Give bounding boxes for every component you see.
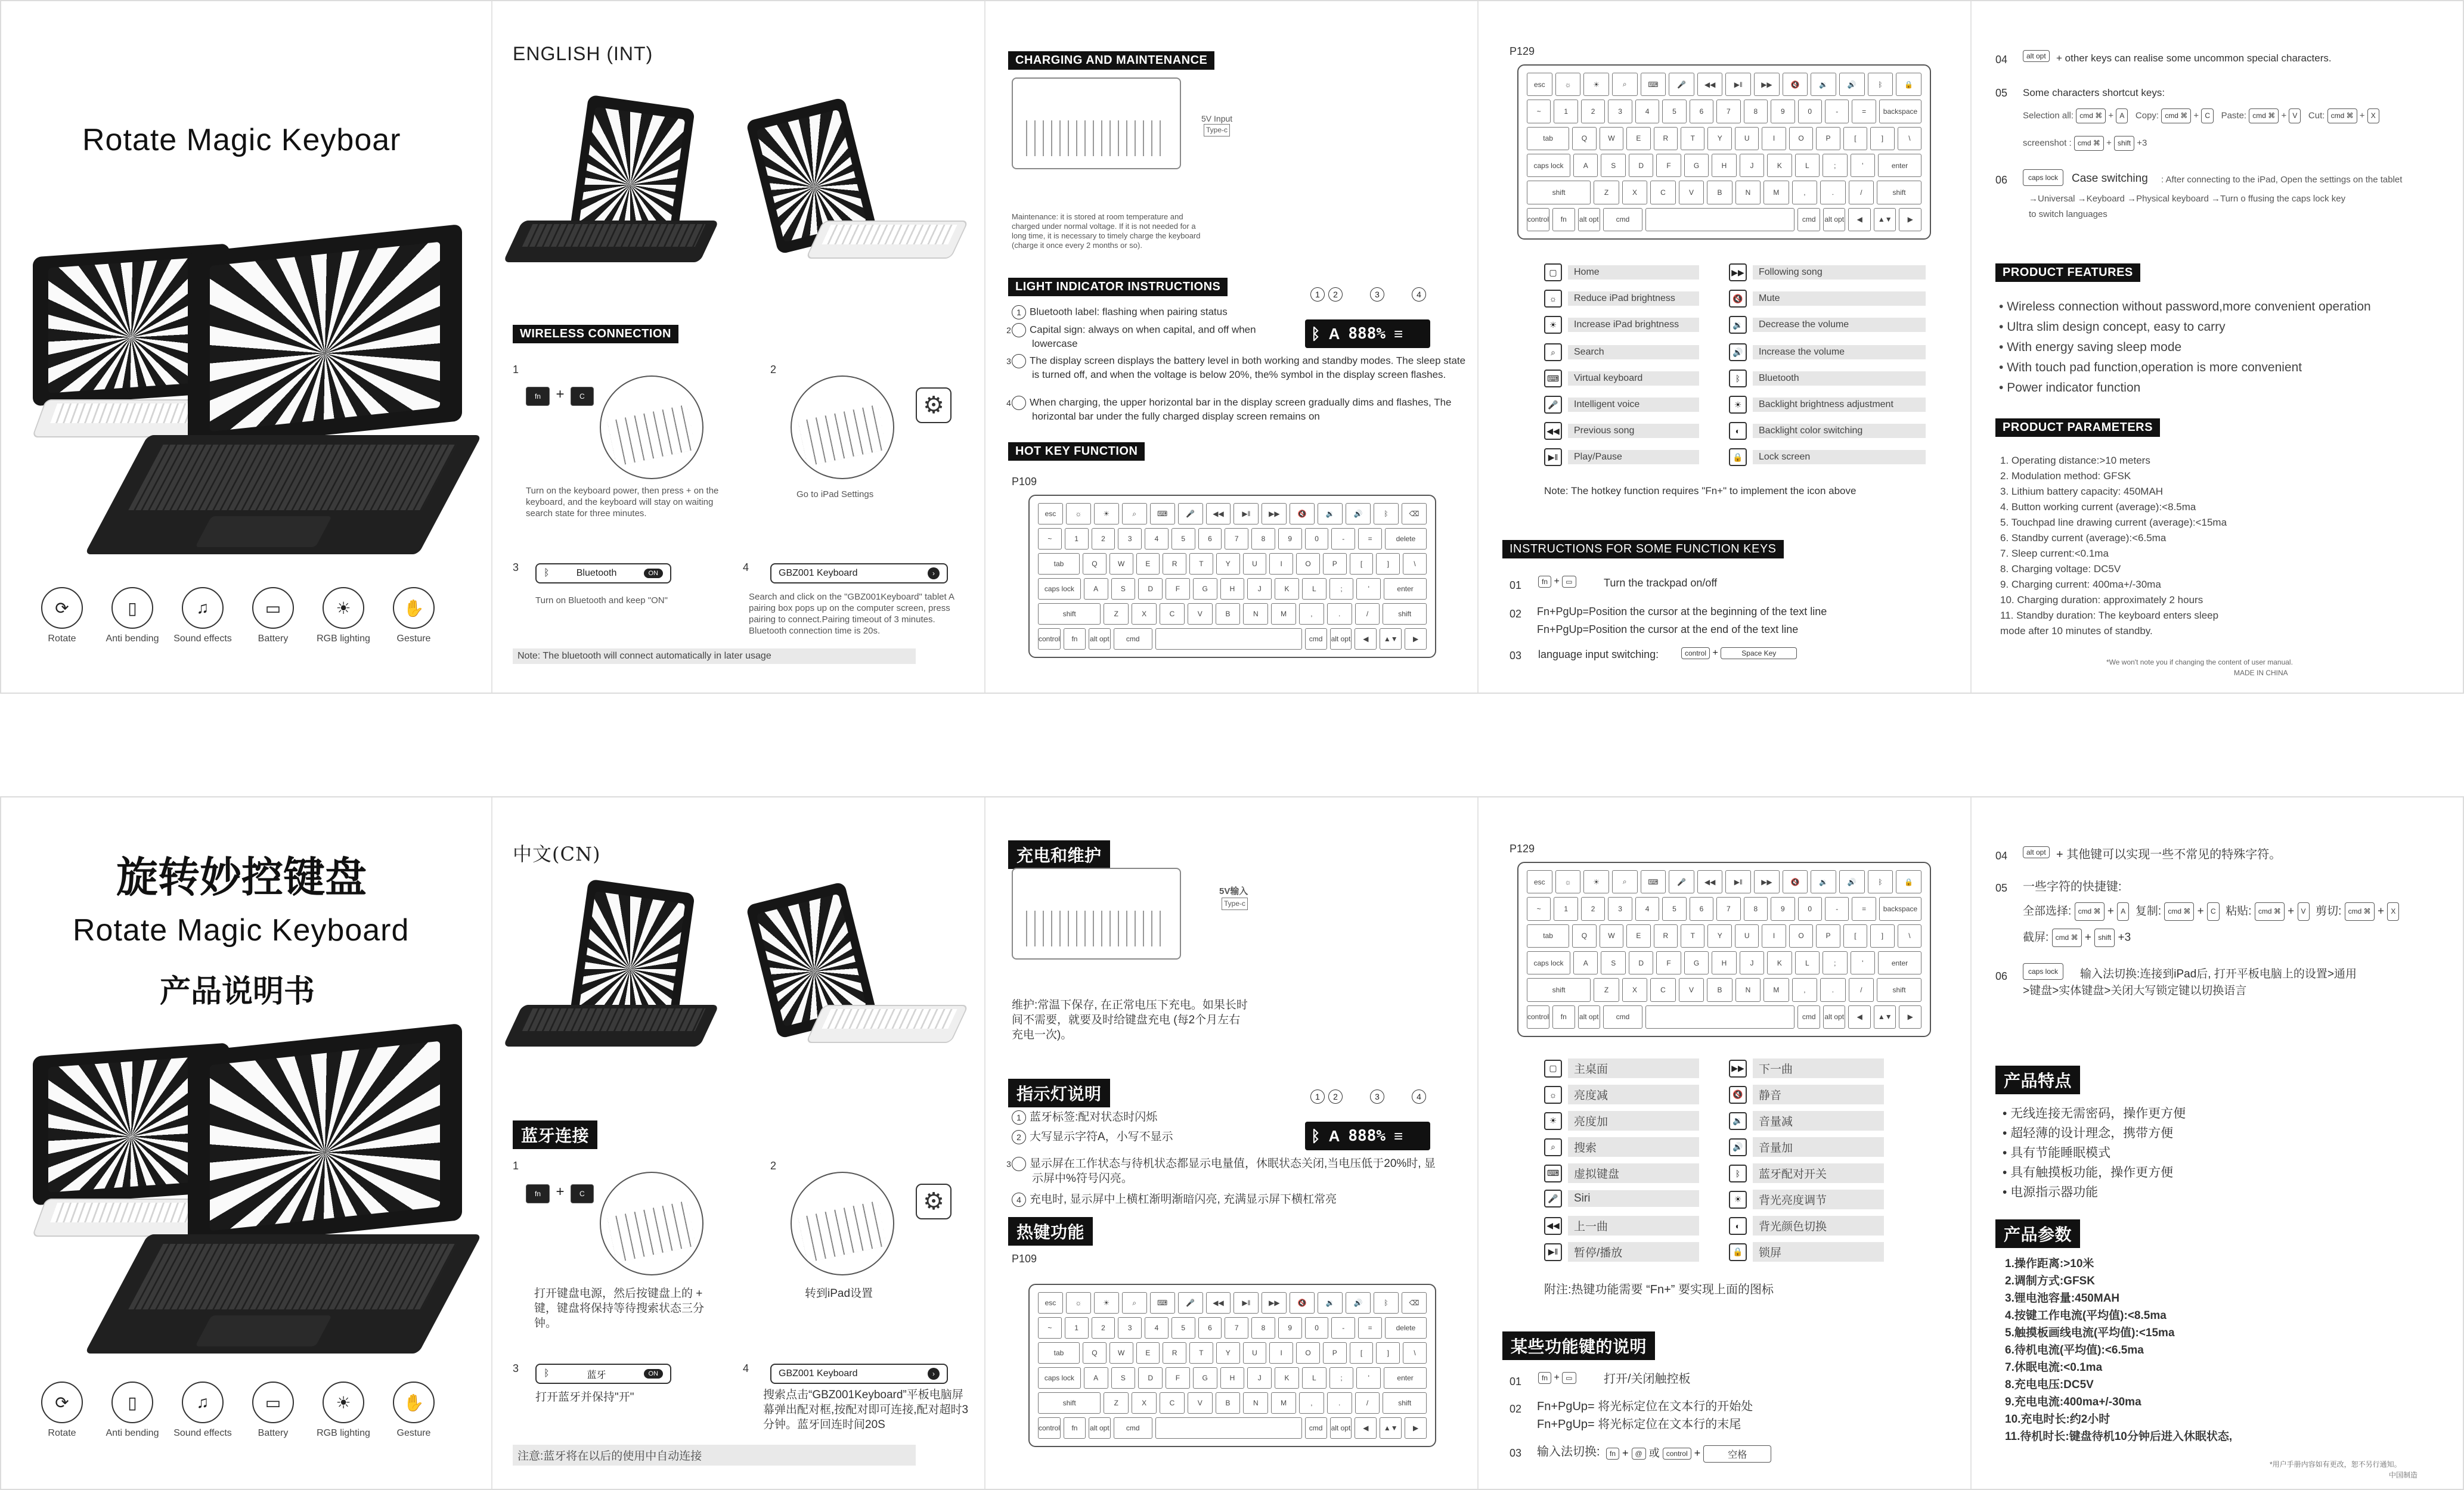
- lcd-markers-cn: 1 2 3 4: [1310, 1089, 1430, 1104]
- keyboard-diagram-p129: esc ☼ ☀ ⌕ ⌨ 🎤 ◀◀ ▶‖ ▶▶ 🔇 🔉 🔊 ᛒ 🔒 ~ 1 2 3 4 5 6 7 8 9 0 - = backspace tab Q W E R T Y U I O P [ ] \ caps lock A S D F G H J K L ; ' enter shift Z X C V B N M , . / shift control fn alt opt cmd cmd alt opt ◀ ▲▼ ▶: [1517, 64, 1931, 240]
- tablet-icon: ▯: [111, 587, 153, 629]
- made-in-cn: 中国制造: [2389, 1471, 2418, 1479]
- instr-01-keys: fn + ▭: [1538, 576, 1576, 588]
- feature-icons-cn: ⟳ Rotate ▯ Anti bending ♫ Sound effects ▭ Battery ☀ RGB lighting ✋ Gesture: [27, 1382, 449, 1439]
- instr-02-text-cn: Fn+PgUp= 将光标定位在文本行的开始处: [1537, 1400, 1753, 1413]
- charging-panel-cn: [985, 796, 1479, 1490]
- instr-03-keys: control + Space Key: [1681, 647, 1797, 659]
- fn-volume-down: 🔉 Decrease the volume: [1729, 316, 1926, 334]
- cover-panel-cn: [0, 796, 492, 1490]
- fn-next: ▶▶ Following song: [1729, 263, 1926, 281]
- mute-icon: 🔇: [1729, 290, 1747, 308]
- instr-02-number: 02: [1510, 608, 1522, 620]
- step-4-text: Search and click on the "GBZ001Keyboard" tablet A pairing box pops up on the computer screen, press pairing to connect.Pairing timeout of 3 minutes. Bluetooth connection time is 20s.: [749, 592, 954, 636]
- instr-03-keys-cn: fn + @ 或 control + 空格: [1606, 1445, 1771, 1463]
- item-04-number: 04: [1995, 54, 2008, 66]
- section-instructions-cn: 某些功能键的说明: [1502, 1331, 1655, 1360]
- home-icon: ▢: [1544, 263, 1562, 281]
- section-hotkey: HOT KEY FUNCTION: [1008, 442, 1145, 461]
- rotate-icon: ⟳: [41, 1382, 83, 1423]
- item-06-title: Case switching: [2072, 172, 2148, 185]
- footnote: *We won't note you if changing the content of user manual.: [2106, 658, 2293, 666]
- section-hotkey-cn: 热键功能: [1008, 1217, 1093, 1246]
- settings-gear-icon: ⚙: [916, 387, 951, 423]
- bluetooth-indicator-icon: ᛒ: [1311, 324, 1321, 343]
- instr-02-text: Fn+PgUp=Position the cursor at the beginning of the text line: [1537, 606, 1827, 617]
- keyboard-diagram-p129-cn: esc ☼ ☀ ⌕ ⌨ 🎤 ◀◀ ▶‖ ▶▶ 🔇 🔉 🔊 ᛒ 🔒 ~ 1 2 3 4 5 6 7 8 9 0 - = backspace tab Q W E R T Y U I O P [ ] \ caps lock A S D F G H J K L ; ' enter shift Z X C V B N M , . / shift control fn alt opt cmd cmd alt opt ◀ ▲▼ ▶: [1517, 862, 1931, 1037]
- device-list-item[interactable]: GBZ001 Keyboard ›: [770, 563, 948, 583]
- feature-list-cn: • 无线连接无需密码，操作更方便 • 超轻薄的设计理念，携带方便 • 具有节能睡眠模式 • 具有触摸板功能，操作更方便 • 电源指示器功能: [2003, 1107, 2186, 1199]
- instr-02-text-2-cn: Fn+PgUp= 将光标定位在文本行的末尾: [1537, 1418, 1741, 1431]
- mute-icon: 🔇: [1729, 1086, 1747, 1104]
- search-icon: ⌕: [1544, 343, 1562, 361]
- brightness-up-icon: ☀: [1544, 316, 1562, 334]
- step-4-text-cn: 搜索点击“GBZ001Keyboard”平板电脑屏幕弹出配对框,按配对即可连接,配对超时3分钟。蓝牙回连时间20S: [763, 1389, 969, 1431]
- play-pause-icon: ▶‖: [1544, 448, 1562, 466]
- hotkey-model-cn: P109: [1012, 1253, 1037, 1265]
- light-item-4-cn: 4 充电时, 显示屏中上横杠渐明渐暗闪亮, 充满显示屏下横杠常亮: [1012, 1192, 1453, 1207]
- device-list-item-cn[interactable]: GBZ001 Keyboard ›: [770, 1364, 948, 1384]
- tablet-right: [188, 224, 462, 449]
- keyboard-photo-white: [743, 101, 981, 268]
- step-1-text: Turn on the keyboard power, then press + on the keyboard, and the keyboard will stay on waiting search state for three minutes.: [526, 486, 719, 519]
- wireless-panel: [492, 0, 985, 694]
- fn-previous: ◀◀ Previous song: [1544, 422, 1699, 440]
- fn-bluetooth: ᛒ Bluetooth: [1729, 370, 1926, 387]
- screenshot-row-cn: 截屏: cmd ⌘ + shift +3: [2023, 929, 2131, 947]
- battery-icon: ▭: [252, 1382, 294, 1423]
- parameter-list: 1. Operating distance:>10 meters 2. Modulation method: GFSK 3. Lithium battery capacity: 450MAH 4. Button working current (average):<8.5ma 5. Touchpad line drawing current (average):<15ma 6. Standby current (average):<6.5ma 7. Sleep current:<0.1ma 8. Charging voltage: DC5V 9. Charging current: 400ma+/-30ma 10. Charging duration: approximately 2 hours 11. Standby duration: The keyboard enters sleep mode after 10 minutes of standby.: [2000, 455, 2227, 637]
- feature-anti-bending: ▯ Anti bending: [97, 587, 168, 644]
- chinese-sheet: [0, 796, 2464, 1490]
- hotkey-note: Note: The hotkey function requires "Fn+" to implement the icon above: [1544, 485, 1856, 496]
- product-image-cn: [33, 1038, 468, 1371]
- charging-illustration-cn: [1012, 868, 1181, 960]
- charge-input-type-cn: Type-c: [1222, 898, 1248, 910]
- keyboard-icon: ⌨: [1544, 1165, 1562, 1182]
- feature-icons: [27, 587, 449, 644]
- footnote-cn: *用户手册内容如有更改，恕不另行通知。: [2270, 1460, 2401, 1469]
- feature-sound: ♫ Sound effects: [168, 587, 238, 644]
- charging-panel: [985, 0, 1479, 694]
- instr-02-number-cn: 02: [1510, 1403, 1522, 1415]
- key-combo: fn + C: [526, 386, 594, 406]
- keyboard-icon: ⌨: [1544, 370, 1562, 387]
- shortcut-row: Selection all: cmd ⌘ + A Copy: cmd ⌘ + C Paste: cmd ⌘ + V Cut: cmd ⌘ + X: [2023, 108, 2379, 123]
- trackpad-icon: ▭: [1562, 576, 1576, 588]
- product-title: Rotate Magic Keyboar: [82, 123, 401, 157]
- instr-01-text-cn: 打开/关闭触控板: [1604, 1373, 1691, 1386]
- step-1-text-cn: 打开键盘电源，然后按键盘上的 + 键，键盘将保持等待搜索状态三分钟。: [534, 1287, 705, 1330]
- volume-down-icon: 🔉: [1729, 1112, 1747, 1130]
- play-pause-icon: ▶‖: [1544, 1243, 1562, 1261]
- light-list-cn: 1 蓝牙标签:配对状态时闪烁 2 大写显示字符A，小写不显示: [1012, 1110, 1292, 1144]
- brightness-down-icon: ☼: [1544, 290, 1562, 308]
- fn-backlight-brightness: ☀ Backlight brightness adjustment: [1729, 396, 1926, 414]
- key-combo-cn: fn + C: [526, 1184, 594, 1203]
- function-model: P129: [1510, 45, 1535, 57]
- made-in: MADE IN CHINA: [2234, 669, 2288, 677]
- language-heading-cn: 中文(CN): [513, 843, 601, 865]
- item-06-number: 06: [1995, 174, 2008, 186]
- bluetooth-indicator-icon: ᛒ: [1311, 1126, 1321, 1145]
- params-panel: [1972, 0, 2464, 694]
- zoom-settings-illustration: [791, 375, 894, 479]
- step-3-number: 3: [513, 561, 519, 573]
- section-light-cn: 指示灯说明: [1008, 1079, 1110, 1107]
- next-icon: ▶▶: [1729, 1060, 1747, 1078]
- light-list: 1 Bluetooth label: flashing when pairing status 2 Capital sign: always on when capital, and off when lowercase: [1006, 306, 1256, 349]
- light-item-3-cn: 3 显示屏在工作状态与待机状态都显示电量值，休眠状态关闭,当电压低于20%时, 显示屏中%符号闪亮。: [1006, 1157, 1436, 1185]
- color-switch-icon: ◐: [1729, 1217, 1747, 1235]
- instr-03-number-cn: 03: [1510, 1447, 1522, 1459]
- manual-subtitle: 产品说明书: [160, 974, 315, 1010]
- product-title-en: Rotate Magic Keyboard: [73, 913, 410, 948]
- light-item-4: 4 When charging, the upper horizontal bar in the display screen gradually dims and flashes, The horizontal bar under the fully charged display screen remains on: [1006, 396, 1452, 422]
- language-heading: ENGLISH (INT): [513, 43, 653, 64]
- bluetooth-note: Note: The bluetooth will connect automatically in later usage: [513, 648, 916, 664]
- product-title-cn: 旋转妙控键盘: [116, 853, 367, 902]
- item-04-text-cn: + 其他键可以实现一些不常见的特殊字符。: [2056, 848, 2282, 861]
- instr-03-number: 03: [1510, 650, 1522, 662]
- section-features-cn: 产品特点: [1995, 1066, 2080, 1094]
- item-05-number-cn: 05: [1995, 882, 2008, 894]
- zoom-settings-illustration-cn: [791, 1172, 894, 1275]
- fn-home: ▢ Home: [1544, 263, 1699, 281]
- tablet-icon: ▯: [111, 1382, 153, 1423]
- item-04-number-cn: 04: [1995, 850, 2008, 862]
- hand-icon: ✋: [393, 1382, 435, 1423]
- fn-play-pause: ▶‖ Play/Pause: [1544, 448, 1699, 466]
- parameter-list-cn: 1.操作距离:>10米 2.调制方式:GFSK 3.锂电池容量:450MAH 4.按键工作电流(平均值):<8.5ma 5.触摸板画线电流(平均值):<15ma 6.待机电流(平均值):<6.5ma 7.休眠电流:<0.1ma 8.充电电压:DC5V 9.充电电流:400ma+/-30ma 10.充电时长:约2小时 11.待机时长:键盘待机10分钟后进入休眠状态,: [2005, 1258, 2233, 1443]
- step-2-number-cn: 2: [770, 1160, 777, 1172]
- bluetooth-toggle[interactable]: ON: [644, 569, 664, 578]
- item-04-key: alt opt: [2023, 50, 2050, 62]
- backlight-icon: ☀: [1729, 396, 1747, 414]
- functions-panel-cn: P129 esc ☼ ☀ ⌕ ⌨ 🎤 ◀◀ ▶‖ ▶▶ 🔇 🔉 🔊 ᛒ 🔒 ~ 1 2 3 4 5 6 7 8 9 0 - = backspace tab Q W E R T Y U I O P [ ] \ caps lock A S D F G H J K L ; ' enter shift Z X C V B N M , . / shift control fn alt opt cmd cmd alt opt ◀ ▲▼ ▶ ▢ 主桌面 ☼ 亮度减 ☀ 亮度加 ⌕ 搜索 ⌨ 虚拟键盘 🎤 Siri ◀◀ 上一曲 ▶‖ 暂停/播放 ▶▶ 下一曲 🔇 静音 🔉 音量减 🔊 音量加 ᛒ 蓝牙配对开关 ☀ 背光亮度调节 ◐ 背光颜色切换 🔒 锁屏 附注:热键功能需要 “Fn+” 要实现上面的图标 某些功能键的说明 01 fn + ▭ 打开/关闭触控板 02 Fn+PgUp= 将光标定位在文本行的开始处 Fn+PgUp= 将光标定位在文本行的末尾 03 输入法切换: fn + @ 或 control + 空格: [1479, 796, 1972, 1490]
- item-06-text-3: to switch languages: [2029, 209, 2107, 219]
- zoom-keyboard-illustration-cn: [600, 1172, 703, 1275]
- product-image: [33, 238, 468, 572]
- instr-01-number: 01: [1510, 579, 1522, 591]
- bluetooth-setting[interactable]: ᛒ Bluetooth ON: [535, 563, 671, 583]
- item-06-text-2: →Universal →Keyboard →Physical keyboard →Turn o ffusing the caps lock key: [2029, 194, 2346, 204]
- item-05-text-cn: 一些字符的快捷键:: [2023, 880, 2122, 893]
- next-icon: ▶▶: [1729, 263, 1747, 281]
- settings-gear-icon: ⚙: [916, 1184, 951, 1219]
- instr-01-text: Turn the trackpad on/off: [1604, 577, 1718, 589]
- keyboard-photo-white-cn: [743, 886, 981, 1053]
- microphone-icon: 🎤: [1544, 1190, 1562, 1207]
- item-04-text: + other keys can realise some uncommon special characters.: [2056, 52, 2332, 64]
- step-2-text: Go to iPad Settings: [796, 489, 874, 499]
- cover-panel: [0, 0, 492, 694]
- charge-input-type: Type-c: [1204, 124, 1230, 136]
- section-instructions: INSTRUCTIONS FOR SOME FUNCTION KEYS: [1502, 540, 1784, 558]
- backlight-icon: ☀: [1729, 1191, 1747, 1209]
- step-1-number: 1: [513, 364, 519, 375]
- zoom-keyboard-illustration: [600, 375, 703, 479]
- screenshot-row: screenshot : cmd ⌘ + shift +3: [2023, 136, 2147, 151]
- section-features: PRODUCT FEATURES: [1995, 263, 2140, 282]
- feature-gesture: ✋ Gesture: [379, 587, 449, 644]
- hotkey-note-cn: 附注:热键功能需要 “Fn+” 要实现上面的图标: [1544, 1283, 1774, 1296]
- trackpad-icon: ▭: [1562, 1372, 1576, 1384]
- function-model-cn: P129: [1510, 843, 1535, 855]
- maintenance-text: Maintenance: it is stored at room temperature and charged under normal voltage. If it is not needed for a long time, it is necessary to timely charge the keyboard (charge it once every 2 months or so).: [1012, 212, 1201, 250]
- fn-virtual-keyboard: ⌨ Virtual keyboard: [1544, 370, 1699, 387]
- wireless-panel-cn: [492, 796, 985, 1490]
- charging-illustration: [1012, 77, 1181, 169]
- lcd-display: ᛒ A 888% ≡: [1305, 319, 1430, 348]
- section-charging-cn: 充电和维护: [1008, 840, 1110, 869]
- lock-icon: 🔒: [1729, 448, 1747, 466]
- item-06-number-cn: 06: [1995, 970, 2008, 982]
- section-parameters: PRODUCT PARAMETERS: [1995, 418, 2160, 437]
- c-key: C: [571, 387, 594, 406]
- step-1-number-cn: 1: [513, 1160, 519, 1172]
- chevron-right-icon: ›: [928, 567, 940, 579]
- item-05-number: 05: [1995, 87, 2008, 99]
- bluetooth-toggle[interactable]: ON: [644, 1369, 664, 1379]
- step-3-number-cn: 3: [513, 1362, 519, 1374]
- instr-03-text-cn: 输入法切换:: [1537, 1445, 1600, 1458]
- bluetooth-icon: ᛒ: [1729, 370, 1747, 387]
- fn-search: ⌕ Search: [1544, 343, 1699, 361]
- lcd-display-cn: ᛒ A 888% ≡: [1305, 1122, 1430, 1150]
- hotkey-model: P109: [1012, 476, 1037, 488]
- rotate-icon: ⟳: [41, 587, 83, 629]
- feature-rgb: ☀ RGB lighting: [308, 587, 379, 644]
- sound-icon: ♫: [182, 1382, 224, 1423]
- bluetooth-note-cn: 注意:蓝牙将在以后的使用中自动连接: [513, 1445, 916, 1466]
- fn-voice: 🎤 Intelligent voice: [1544, 396, 1699, 414]
- section-light: LIGHT INDICATOR INSTRUCTIONS: [1008, 278, 1228, 296]
- lock-icon: 🔒: [1729, 1243, 1747, 1261]
- chevron-right-icon: ›: [928, 1368, 940, 1380]
- keyboard-black: [85, 435, 482, 554]
- volume-up-icon: 🔊: [1729, 1138, 1747, 1156]
- lcd-markers: 1 2 3 4: [1310, 287, 1430, 302]
- fn-volume-up: 🔊 Increase the volume: [1729, 343, 1926, 361]
- bluetooth-icon: ᛒ: [544, 1368, 550, 1379]
- step-2-number: 2: [770, 364, 777, 375]
- item-05-text: Some characters shortcut keys:: [2023, 87, 2165, 98]
- bluetooth-icon: ᛒ: [544, 568, 550, 578]
- volume-down-icon: 🔉: [1729, 316, 1747, 334]
- keyboard-diagram-p109: esc ☼ ☀ ⌕ ⌨ 🎤 ◀◀ ▶‖ ▶▶ 🔇 🔉 🔊 ᛒ ⌫ ~ 1 2 3 4 5 6 7 8 9 0 - = delete tab Q W E R T Y U I O P [ ] \ caps lock A S D F G H J K L ; ' enter shift Z X C V B N M , . / shift control fn alt opt cmd cmd alt opt ◀ ▲▼ ▶: [1028, 495, 1436, 658]
- bluetooth-setting-cn[interactable]: ᛒ 蓝牙 ON: [535, 1364, 671, 1384]
- previous-icon: ◀◀: [1544, 422, 1562, 440]
- instr-02-text-2: Fn+PgUp=Position the cursor at the end of the text line: [1537, 623, 1799, 635]
- microphone-icon: 🎤: [1544, 396, 1562, 414]
- fn-brightness-up: ☀ Increase iPad brightness: [1544, 316, 1699, 334]
- item-06-key: caps lock: [2023, 169, 2063, 186]
- light-item-3: 3 The display screen displays the battery level in both working and standby modes. The sleep state is turned off, and when the voltage is below 20%, the% symbol in the display screen flashes.: [1006, 355, 1466, 380]
- feature-battery: ▭ Battery: [238, 587, 308, 644]
- brightness-up-icon: ☀: [1544, 1112, 1562, 1130]
- section-wireless-cn: 蓝牙连接: [513, 1120, 597, 1149]
- charge-input-label: 5V Input: [1201, 114, 1233, 123]
- feature-rotate: ⟳ Rotate: [27, 587, 97, 644]
- fn-backlight-color: ◐ Backlight color switching: [1729, 422, 1926, 440]
- sound-icon: ♫: [182, 587, 224, 629]
- functions-panel: [1479, 0, 1972, 694]
- instr-01-number-cn: 01: [1510, 1376, 1522, 1387]
- color-switch-icon: ◐: [1729, 422, 1747, 440]
- step-4-number: 4: [743, 561, 749, 573]
- step-4-number-cn: 4: [743, 1362, 749, 1374]
- item-06-text: : After connecting to the iPad, Open the settings on the tablet: [2161, 175, 2403, 185]
- bluetooth-icon: ᛒ: [1729, 1165, 1747, 1182]
- item-06-text-2-cn: >键盘>实体键盘>关闭大写锁定键以切换语言: [2023, 985, 2247, 997]
- charge-input-label-cn: 5V输入: [1219, 886, 1248, 896]
- section-parameters-cn: 产品参数: [1995, 1219, 2080, 1248]
- section-charging: CHARGING AND MAINTENANCE: [1008, 51, 1214, 70]
- step-3-text-cn: 打开蓝牙并保持"开": [535, 1391, 634, 1404]
- fn-brightness-down: ☼ Reduce iPad brightness: [1544, 290, 1699, 308]
- english-sheet: [0, 0, 2464, 694]
- params-panel-cn: 04 alt opt + 其他键可以实现一些不常见的特殊字符。 05 一些字符的快捷键: 全部选择: cmd ⌘ + A 复制: cmd ⌘ + C 粘贴: cmd ⌘ + V 剪切: cmd ⌘ + X 截屏: cmd ⌘ + shift +3 06 caps lock 输入法切换:连接到iPad后, 打开平板电脑上的设置>通用 >键盘>实体键盘>关闭大写锁定键以切换语言 产品特点 • 无线连接无需密码，操作更方便 • 超轻薄的设计理念，携带方便 • 具有节能睡眠模式 • 具有触摸板功能，操作更方便 • 电源指示器功能 产品参数 1.操作距离:>10米 2.调制方式:GFSK 3.锂电池容量:450MAH 4.按键工作电流(平均值):<8.5ma 5.触摸板画线电流(平均值):<15ma 6.待机电流(平均值):<6.5ma 7.休眠电流:<0.1ma 8.充电电压:DC5V 9.充电电流:400ma+/-30ma 10.充电时长:约2小时 11.待机时长:键盘待机10分钟后进入休眠状态, *用户手册内容如有更改，恕不另行通知。 中国制造: [1972, 796, 2464, 1490]
- section-wireless: WIRELESS CONNECTION: [513, 325, 678, 343]
- fn-key: fn: [526, 387, 550, 406]
- item-06-text-cn: 输入法切换:连接到iPad后, 打开平板电脑上的设置>通用: [2080, 968, 2357, 980]
- feature-list: • Wireless connection without password,more convenient operation • Ultra slim design concept, easy to carry • With energy saving sleep mode • With touch pad function,operation is more convenient • Power indicator function: [1999, 300, 2371, 395]
- hand-icon: ✋: [393, 587, 435, 629]
- home-icon: ▢: [1544, 1060, 1562, 1078]
- search-icon: ⌕: [1544, 1138, 1562, 1156]
- maintenance-text-cn: 维护:常温下保存, 在正常电压下充电。如果长时间不需要，就要及时给键盘充电 (每2个月左右充电一次)。: [1012, 999, 1248, 1041]
- bulb-icon: ☀: [323, 587, 364, 629]
- previous-icon: ◀◀: [1544, 1217, 1562, 1235]
- volume-up-icon: 🔊: [1729, 343, 1747, 361]
- keyboard-diagram-p109-cn: esc ☼ ☀ ⌕ ⌨ 🎤 ◀◀ ▶‖ ▶▶ 🔇 🔉 🔊 ᛒ ⌫ ~ 1 2 3 4 5 6 7 8 9 0 - = delete tab Q W E R T Y U I O P [ ] \ caps lock A S D F G H J K L ; ' enter shift Z X C V B N M , . / shift control fn alt opt cmd cmd alt opt ◀ ▲▼ ▶: [1028, 1284, 1436, 1447]
- step-2-text-cn: 转到iPad设置: [805, 1287, 873, 1300]
- bulb-icon: ☀: [323, 1382, 364, 1423]
- instr-03-text: language input switching:: [1538, 648, 1659, 660]
- brightness-down-icon: ☼: [1544, 1086, 1562, 1104]
- step-3-text: Turn on Bluetooth and keep "ON": [535, 595, 668, 606]
- shortcut-row-cn: 全部选择: cmd ⌘ + A 复制: cmd ⌘ + C 粘贴: cmd ⌘ + V 剪切: cmd ⌘ + X: [2023, 902, 2399, 921]
- battery-icon: ▭: [252, 587, 294, 629]
- fn-mute: 🔇 Mute: [1729, 290, 1926, 308]
- fn-lock-screen: 🔒 Lock screen: [1729, 448, 1926, 466]
